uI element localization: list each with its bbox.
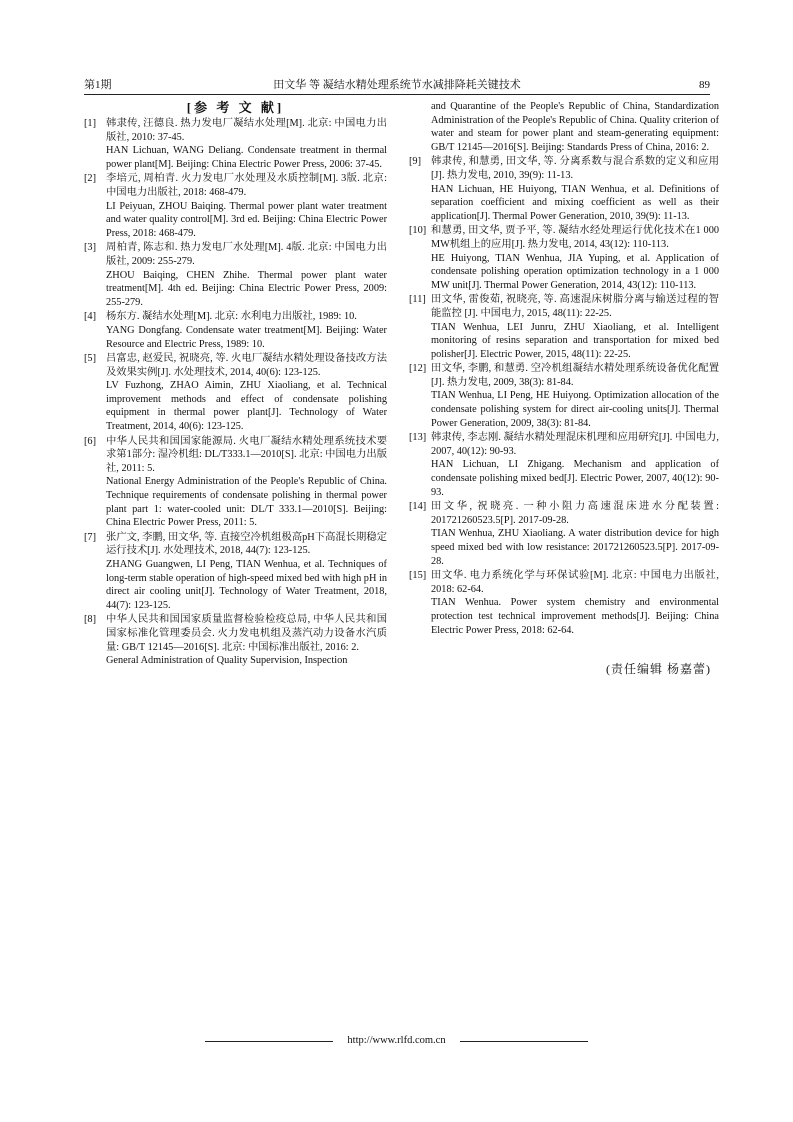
reference-chinese: 李培元, 周柏青. 火力发电厂水处理及水质控制[M]. 3版. 北京: 中国电力出版社, 2018: 468-479. xyxy=(106,173,387,198)
reference-item xyxy=(409,155,719,223)
reference-chinese: 张广文, 李鹏, 田文华, 等. 直接空冷机组极高pH下高混长期稳定运行技术[J]. 水处理技术, 2018, 44(7): 123-125. xyxy=(106,531,387,557)
issue-label: 第1期 xyxy=(84,79,112,91)
reference-item xyxy=(409,431,719,499)
reference-number: [7] xyxy=(84,531,97,543)
reference-item xyxy=(84,531,387,613)
reference-item xyxy=(84,172,387,240)
reference-list-right xyxy=(409,155,719,637)
reference-chinese: 韩隶传, 和慧勇, 田文华, 等. 分离系数与混合系数的定义和应用[J]. 热力发电, 2010, 39(9): 11-13. xyxy=(431,156,719,181)
responsible-editor: (责任编辑 杨嘉蕾) xyxy=(606,662,711,677)
reference-number: [10] xyxy=(409,225,427,237)
reference-chinese: 韩隶传, 李志刚. 凝结水精处理混床机理和应用研究[J]. 中国电力, 2007, 40(12): 90-93. xyxy=(431,432,719,457)
reference-chinese: 周柏青, 陈志和. 热力发电厂水处理[M]. 4版. 北京: 中国电力出版社, 2009: 255-279. xyxy=(106,242,387,267)
reference-english: General Administration of Quality Supervision, Inspection xyxy=(106,655,348,667)
references-title: [参 考 文 献] xyxy=(186,100,285,115)
reference-english: TIAN Wenhua, LEI Junru, ZHU Xiaoliang, et al. Intelligent monitoring of resins separation and transportation for mixed bed polisher[J]. Electric Power, 2015, 48(11): 22-25. xyxy=(431,321,719,360)
reference-item xyxy=(409,500,719,568)
reference-chinese: 田文华. 电力系统化学与环保试验[M]. 北京: 中国电力出版社, 2018: 62-64. xyxy=(431,570,719,595)
reference-english: YANG Dongfang. Condensate water treatment[M]. Beijing: Water Resource and Electric Press, 1989: 10. xyxy=(106,324,387,350)
right-column xyxy=(409,100,719,677)
reference-item xyxy=(84,613,387,667)
reference-number: [12] xyxy=(409,363,427,375)
reference-chinese: 吕富忠, 赵爱民, 祝晓亮, 等. 火电厂凝结水精处理设备技改方法及效果实例[J]. 水处理技术, 2014, 40(6): 123-125. xyxy=(106,353,387,378)
reference-item xyxy=(409,224,719,292)
running-title: 田文华 等 凝结水精处理系统节水减排降耗关键技术 xyxy=(273,79,521,91)
reference-english: HE Huiyong, TIAN Wenhua, JIA Yuping, et al. Application of condensate polishing operation optimization technology in a 1 000 MW unit[J]. Thermal Power Generation, 2014, 43(12): 110-113. xyxy=(431,252,719,291)
reference-number: [14] xyxy=(409,501,427,513)
reference-chinese: 杨东方. 凝结水处理[M]. 北京: 水利电力出版社, 1989: 10. xyxy=(106,311,357,323)
reference-number: [5] xyxy=(84,353,97,365)
reference-english: LV Fuzhong, ZHAO Aimin, ZHU Xiaoliang, et al. Technical improvement methods and effect of condensate polishing equipment in thermal power plant[J]. Technology of Water Treatment, 2014, 40(6): 123-125. xyxy=(106,380,387,433)
reference-english: National Energy Administration of the People's Republic of China. Technique requirements of condensate polishing in thermal power plant part 1: water-cooled unit: DL/T 333.1—2010[S]. Beijing: China Electric Power Press, 2011: 5. xyxy=(106,476,387,529)
footer-rule-right xyxy=(460,1041,588,1042)
page-footer xyxy=(0,1034,793,1048)
footer-url[interactable]: http://www.rlfd.com.cn xyxy=(347,1035,446,1046)
page-number: 89 xyxy=(699,79,710,91)
reference-item xyxy=(409,293,719,361)
reference-number: [13] xyxy=(409,432,427,444)
reference-number: [15] xyxy=(409,570,427,582)
reference-number: [3] xyxy=(84,242,97,254)
reference-chinese: 田文华, 雷俊茹, 祝晓亮, 等. 高速混床树脂分离与输送过程的智能监控 [J]. 中国电力, 2015, 48(11): 22-25. xyxy=(431,294,719,319)
reference-number: [6] xyxy=(84,435,97,447)
reference-english: HAN Lichuan, LI Zhigang. Mechanism and application of condensate polishing mixed bed[J]. Electric Power, 2007, 40(12): 90-93. xyxy=(431,459,719,498)
reference-english: TIAN Wenhua, ZHU Xiaoliang. A water distribution device for high speed mixed bed with low resistance: 201721260523.5[P]. 2017-09-28. xyxy=(431,528,719,567)
reference-item xyxy=(84,310,387,351)
reference-number: [11] xyxy=(409,294,426,306)
reference-list-left xyxy=(84,117,387,668)
reference-item xyxy=(409,362,719,430)
reference-english: LI Peiyuan, ZHOU Baiqing. Thermal power plant water treatment and water quality control[M]. 3rd ed. Beijing: China Electric Power Press, 2018: 468-479. xyxy=(106,200,387,239)
reference-english: TIAN Wenhua, LI Peng, HE Huiyong. Optimization allocation of the condensate polishing system for direct air-cooling units[J]. Thermal Power Generation, 2009, 38(3): 81-84. xyxy=(431,390,719,429)
reference-english: HAN Lichuan, WANG Deliang. Condensate treatment in thermal power plant[M]. Beijing: China Electric Power Press, 2006: 37-45. xyxy=(106,145,387,170)
reference-item xyxy=(84,241,387,309)
reference-chinese: 中华人民共和国国家能源局. 火电厂凝结水精处理系统技术要求第1部分: 湿冷机组: DL/T333.1—2010[S]. 北京: 中国电力出版社, 2011: 5. xyxy=(106,435,387,474)
header-rule xyxy=(84,94,710,95)
reference-continuation xyxy=(409,100,719,154)
reference-item xyxy=(84,352,387,434)
reference-number: [1] xyxy=(84,118,97,129)
reference-number: [2] xyxy=(84,173,97,185)
reference-continuation-text: and Quarantine of the People's Republic of China, Standardization Administration of the People's Republic of China. Quality criterion of water and steam for power plant and steam-generating equipment: GB/T 12145—2016[S]. Beijing: Standards Press of China, 2016: 2. xyxy=(431,101,719,153)
reference-chinese: 田文华, 祝晓亮. 一种小阻力高速混床进水分配装置: 201721260523.5[P]. 2017-09-28. xyxy=(431,501,719,526)
reference-chinese: 韩隶传, 汪德良. 热力发电厂凝结水处理[M]. 北京: 中国电力出版社, 2010: 37-45. xyxy=(106,118,387,143)
reference-english: ZHOU Baiqing, CHEN Zhihe. Thermal power plant water treatment[M]. 4th ed. Beijing: China Electric Power Press, 2009: 255-279. xyxy=(106,269,387,308)
reference-chinese: 田文华, 李鹏, 和慧勇. 空冷机组凝结水精处理系统设备优化配置[J]. 热力发电, 2009, 38(3): 81-84. xyxy=(431,363,719,388)
reference-item xyxy=(84,117,387,171)
reference-number: [8] xyxy=(84,614,97,626)
reference-english: TIAN Wenhua. Power system chemistry and environmental protection test technical improvement methods[J]. Beijing: China Electric Power Press, 2018: 62-64. xyxy=(431,597,719,636)
reference-english: ZHANG Guangwen, LI Peng, TIAN Wenhua, et al. Techniques of long-term stable operation of high-speed mixed bed with high pH in direct air cooling unit[J]. Technology of Water Treatment, 2018, 44(7): 123-125. xyxy=(106,559,387,611)
left-column xyxy=(84,100,387,669)
running-header xyxy=(84,76,710,94)
reference-number: [4] xyxy=(84,311,97,323)
reference-number: [9] xyxy=(409,156,422,168)
reference-item xyxy=(409,569,719,637)
reference-english: HAN Lichuan, HE Huiyong, TIAN Wenhua, et al. Definitions of separation coefficient and mixing coefficient as well as their application[J]. Thermal Power Generation, 2010, 39(9): 11-13. xyxy=(431,183,719,222)
reference-chinese: 中华人民共和国国家质量监督检验检疫总局, 中华人民共和国国家标准化管理委员会. 火力发电机组及蒸汽动力设备水汽质量: GB/T 12145—2016[S]. 北京: 中国标准出版社, 2016: 2. xyxy=(106,614,387,653)
reference-chinese: 和慧勇, 田文华, 贾予平, 等. 凝结水经处理运行优化技术在1 000 MW机组上的应用[J]. 热力发电, 2014, 43(12): 110-113. xyxy=(431,225,719,250)
reference-item xyxy=(84,435,387,530)
